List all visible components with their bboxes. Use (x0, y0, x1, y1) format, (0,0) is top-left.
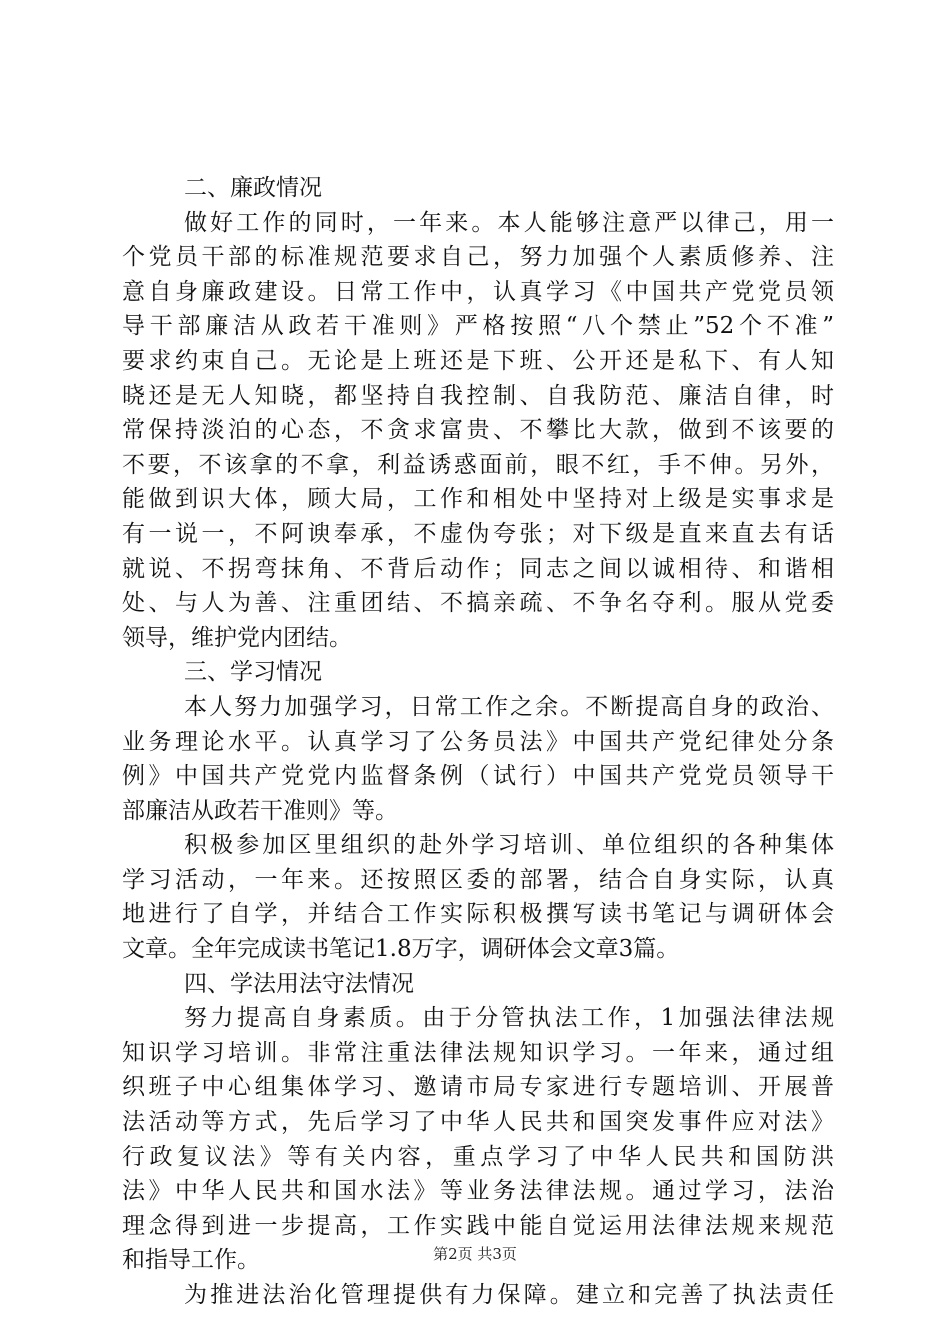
paragraph-line: 法活动等方式，先后学习了中华人民共和国突发事件应对法》 (122, 1109, 834, 1136)
paragraph-line: 晓还是无人知晓，都坚持自我控制、自我防范、廉洁自律，时 (122, 382, 834, 409)
paragraph-line: 为推进法治化管理提供有力保障。建立和完善了执法责任 (184, 1282, 834, 1308)
paragraph-line: 部廉洁从政若干准则》等。 (122, 797, 398, 824)
section-heading: 三、学习情况 (184, 659, 322, 686)
document-body (122, 171, 834, 1313)
paragraph-line: 积极参加区里组织的赴外学习培训、单位组织的各种集体 (184, 832, 834, 859)
paragraph-line: 例》中国共产党党内监督条例（试行）中国共产党党员领导干 (122, 763, 834, 790)
paragraph-line: 处、与人为善、注重团结、不搞亲疏、不争名夺利。服从党委 (122, 590, 834, 617)
paragraph-line: 学习活动，一年来。还按照区委的部署，结合自身实际，认真 (122, 866, 834, 893)
paragraph-line: 理念得到进一步提高，工作实践中能自觉运用法律法规来规范 (122, 1212, 834, 1239)
paragraph-line: 做好工作的同时，一年来。本人能够注意严以律己，用一 (184, 209, 834, 236)
paragraph-line: 有一说一，不阿谀奉承，不虚伪夸张；对下级是直来直去有话 (122, 520, 834, 547)
paragraph-line: 地进行了自学，并结合工作实际积极撰写读书笔记与调研体会 (122, 901, 834, 928)
paragraph-line: 导干部廉洁从政若干准则》严格按照“八个禁止”52个不准” (122, 313, 834, 340)
paragraph-line: 文章。全年完成读书笔记1.8万字，调研体会文章3篇。 (122, 936, 680, 963)
paragraph-line: 就说、不拐弯抹角、不背后动作；同志之间以诚相待、和谐相 (122, 555, 834, 582)
paragraph-line: 要求约束自己。无论是上班还是下班、公开还是私下、有人知 (122, 347, 834, 374)
paragraph-line: 业务理论水平。认真学习了公务员法》中国共产党纪律处分条 (122, 728, 834, 755)
paragraph-line: 努力提高自身素质。由于分管执法工作，1加强法律法规 (184, 1005, 834, 1032)
paragraph-line: 法》中华人民共和国水法》等业务法律法规。通过学习，法治 (122, 1178, 834, 1205)
paragraph-line: 领导，维护党内团结。 (122, 624, 352, 651)
paragraph-line: 知识学习培训。非常注重法律法规知识学习。一年来，通过组 (122, 1039, 834, 1066)
section-heading: 二、廉政情况 (184, 175, 322, 201)
paragraph-line: 本人努力加强学习，日常工作之余。不断提高自身的政治、 (184, 693, 834, 720)
paragraph-line: 不要，不该拿的不拿，利益诱惑面前，眼不红，手不伸。另外， (122, 451, 834, 478)
paragraph-line: 和指导工作。 (122, 1247, 260, 1274)
paragraph-line: 行政复议法》等有关内容，重点学习了中华人民共和国防洪 (122, 1143, 834, 1170)
paragraph-line: 织班子中心组集体学习、邀请市局专家进行专题培训、开展普 (122, 1074, 834, 1101)
page-footer: 第2页 共3页 (433, 1245, 517, 1263)
section-heading: 四、学法用法守法情况 (184, 970, 414, 997)
paragraph-line: 能做到识大体，顾大局，工作和相处中坚持对上级是实事求是 (122, 486, 834, 513)
paragraph-line: 意自身廉政建设。日常工作中，认真学习《中国共产党党员领 (122, 278, 834, 305)
paragraph-line: 个党员干部的标准规范要求自己，努力加强个人素质修养、注 (122, 244, 834, 271)
paragraph-line: 常保持淡泊的心态，不贪求富贵、不攀比大款，做到不该要的 (122, 417, 834, 444)
